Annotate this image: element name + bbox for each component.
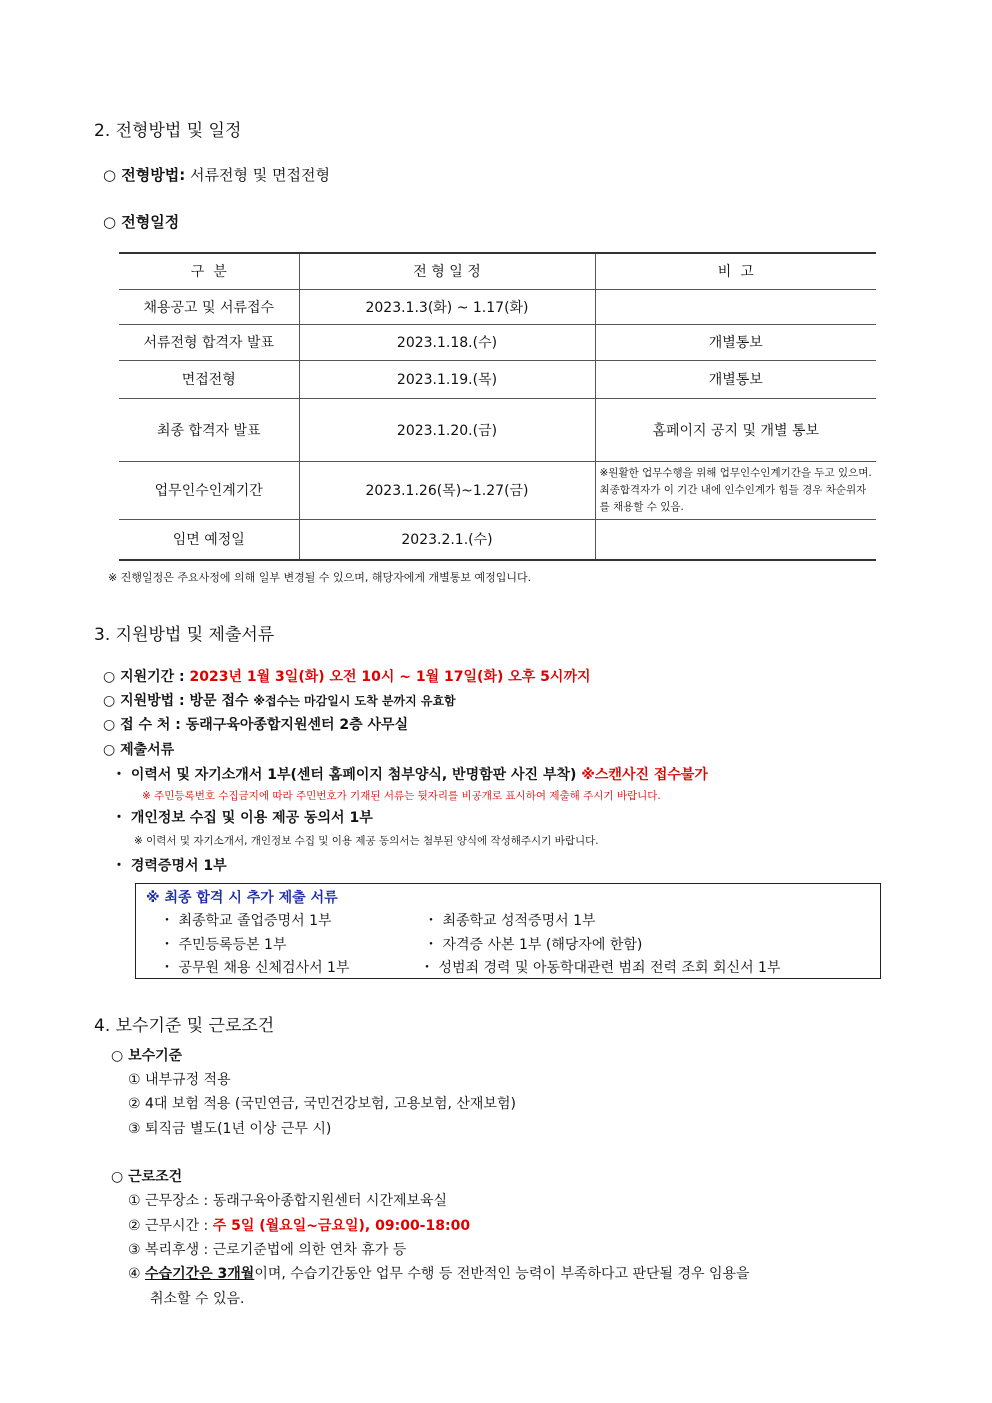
doc-privacy: ・ 개인정보 수집 및 이용 제공 동의서 1부 (112, 810, 373, 826)
header-date: 전 형 일 정 (299, 253, 595, 289)
additional-docs-title: ※ 최종 합격 시 추가 제출 서류 (146, 890, 338, 906)
doc-resume-note: ※ 주민등록번호 수집금지에 따라 주민번호가 기재된 서류는 뒷자리를 비공개로 표시하여 제출해 주시기 바랍니다. (142, 790, 661, 802)
row-note (595, 519, 876, 560)
work-place: ① 근무장소 : 동래구육아종합지원센터 시간제보육실 (128, 1193, 448, 1209)
additional-doc-item: ・ 주민등록등본 1부 (160, 937, 287, 953)
section2-title: 2. 전형방법 및 일정 (94, 121, 242, 141)
pay-label: ○ 보수기준 (111, 1048, 183, 1064)
table-row (119, 324, 876, 360)
row-category: 임면 예정일 (119, 519, 299, 560)
schedule-label: ○ 전형일정 (103, 213, 180, 231)
apply-period-label: ○ 지원기간 : (103, 669, 190, 685)
additional-doc-item: ・ 자격증 사본 1부 (해당자에 한함) (424, 937, 643, 953)
selection-method-label: ○ 전형방법: (103, 166, 186, 184)
work-probation (128, 1263, 750, 1283)
table-row (119, 398, 876, 461)
apply-place: ○ 접 수 처 : 동래구육아종합지원센터 2층 사무실 (103, 717, 409, 733)
additional-doc-item: ・ 공무원 채용 신체검사서 1부 (160, 960, 350, 976)
row-note: ※원활한 업무수행을 위해 업무인수인계기간을 두고 있으며.최종합격자가 이 기간 내에 인수인계가 힘들 경우 차순위자를 채용할 수 있음. (595, 461, 876, 519)
doc-resume-warning: ※스캔사진 접수불가 (581, 767, 708, 783)
row-date: 2023.1.26(목)~1.27(금) (299, 461, 595, 519)
row-note (595, 289, 876, 324)
header-note: 비 고 (595, 253, 876, 289)
header-category: 구 분 (119, 253, 299, 289)
apply-period-value: 2023년 1월 3일(화) 오전 10시 ~ 1월 17일(화) 오후 5시까지 (189, 669, 591, 685)
row-category: 최종 합격자 발표 (119, 398, 299, 461)
schedule-table (119, 252, 876, 561)
table-row (119, 289, 876, 324)
work-probation-cont: 취소할 수 있음. (150, 1291, 245, 1307)
row-note: 홈페이지 공지 및 개별 통보 (595, 398, 876, 461)
doc-resume-text: ・ 이력서 및 자기소개서 1부(센터 홈페이지 첨부양식, 반명함판 사진 부착) (112, 767, 582, 783)
work-probation-text: 이며, 수습기간동안 업무 수행 등 전반적인 능력이 부족하다고 판단될 경우 임용을 (254, 1266, 750, 1282)
work-label: ○ 근로조건 (111, 1169, 183, 1185)
row-note: 개별통보 (595, 360, 876, 398)
apply-period (103, 666, 591, 686)
doc-privacy-note: ※ 이력서 및 자기소개서, 개인정보 수집 및 이용 제공 동의서는 첨부된 양식에 작성해주시기 바랍니다. (134, 835, 599, 847)
doc-resume (112, 764, 708, 784)
additional-doc-item: ・ 최종학교 성적증명서 1부 (424, 913, 596, 929)
apply-method-note: ※접수는 마감일시 도착 분까지 유효함 (253, 694, 456, 708)
additional-docs-box (135, 883, 881, 979)
row-category: 업무인수인계기간 (119, 461, 299, 519)
additional-doc-item: ・ 성범죄 경력 및 아동학대관련 범죄 전력 조회 회신서 1부 (420, 960, 781, 976)
apply-method-label: ○ 지원방법 : 방문 접수 (103, 693, 254, 709)
row-date: 2023.1.18.(수) (299, 324, 595, 360)
section3-title: 3. 지원방법 및 제출서류 (94, 625, 275, 645)
row-category: 채용공고 및 서류접수 (119, 289, 299, 324)
row-date: 2023.1.19.(목) (299, 360, 595, 398)
row-date: 2023.1.20.(금) (299, 398, 595, 461)
docs-label: ○ 제출서류 (103, 742, 175, 758)
table-header-row (119, 253, 876, 289)
table-row (119, 519, 876, 560)
doc-career: ・ 경력증명서 1부 (112, 858, 227, 874)
table-row (119, 461, 876, 519)
table-row (119, 360, 876, 398)
pay-item: ① 내부규정 적용 (128, 1072, 231, 1088)
additional-doc-item: ・ 최종학교 졸업증명서 1부 (160, 913, 332, 929)
pay-item: ③ 퇴직금 별도(1년 이상 근무 시) (128, 1121, 332, 1137)
work-welfare: ③ 복리후생 : 근로기준법에 의한 연차 휴가 등 (128, 1242, 407, 1258)
row-note: 개별통보 (595, 324, 876, 360)
row-category: 면접전형 (119, 360, 299, 398)
work-probation-num: ④ (128, 1266, 146, 1282)
pay-item: ② 4대 보험 적용 (국민연금, 국민건강보험, 고용보험, 산재보험) (128, 1096, 516, 1112)
work-probation-highlight: 수습기간은 3개월 (145, 1266, 255, 1282)
work-hours-value: 주 5일 (월요일~금요일), 09:00-18:00 (212, 1218, 471, 1234)
selection-method (103, 164, 330, 185)
section4-title: 4. 보수기준 및 근로조건 (94, 1016, 275, 1036)
work-hours (128, 1215, 470, 1235)
apply-method (103, 690, 456, 710)
row-category: 서류전형 합격자 발표 (119, 324, 299, 360)
row-date: 2023.2.1.(수) (299, 519, 595, 560)
selection-method-value: 서류전형 및 면접전형 (185, 166, 330, 184)
work-hours-label: ② 근무시간 : (128, 1218, 213, 1234)
schedule-footnote: ※ 진행일정은 주요사정에 의해 일부 변경될 수 있으며, 해당자에게 개별통보 예정입니다. (108, 571, 532, 584)
row-date: 2023.1.3(화) ~ 1.17(화) (299, 289, 595, 324)
